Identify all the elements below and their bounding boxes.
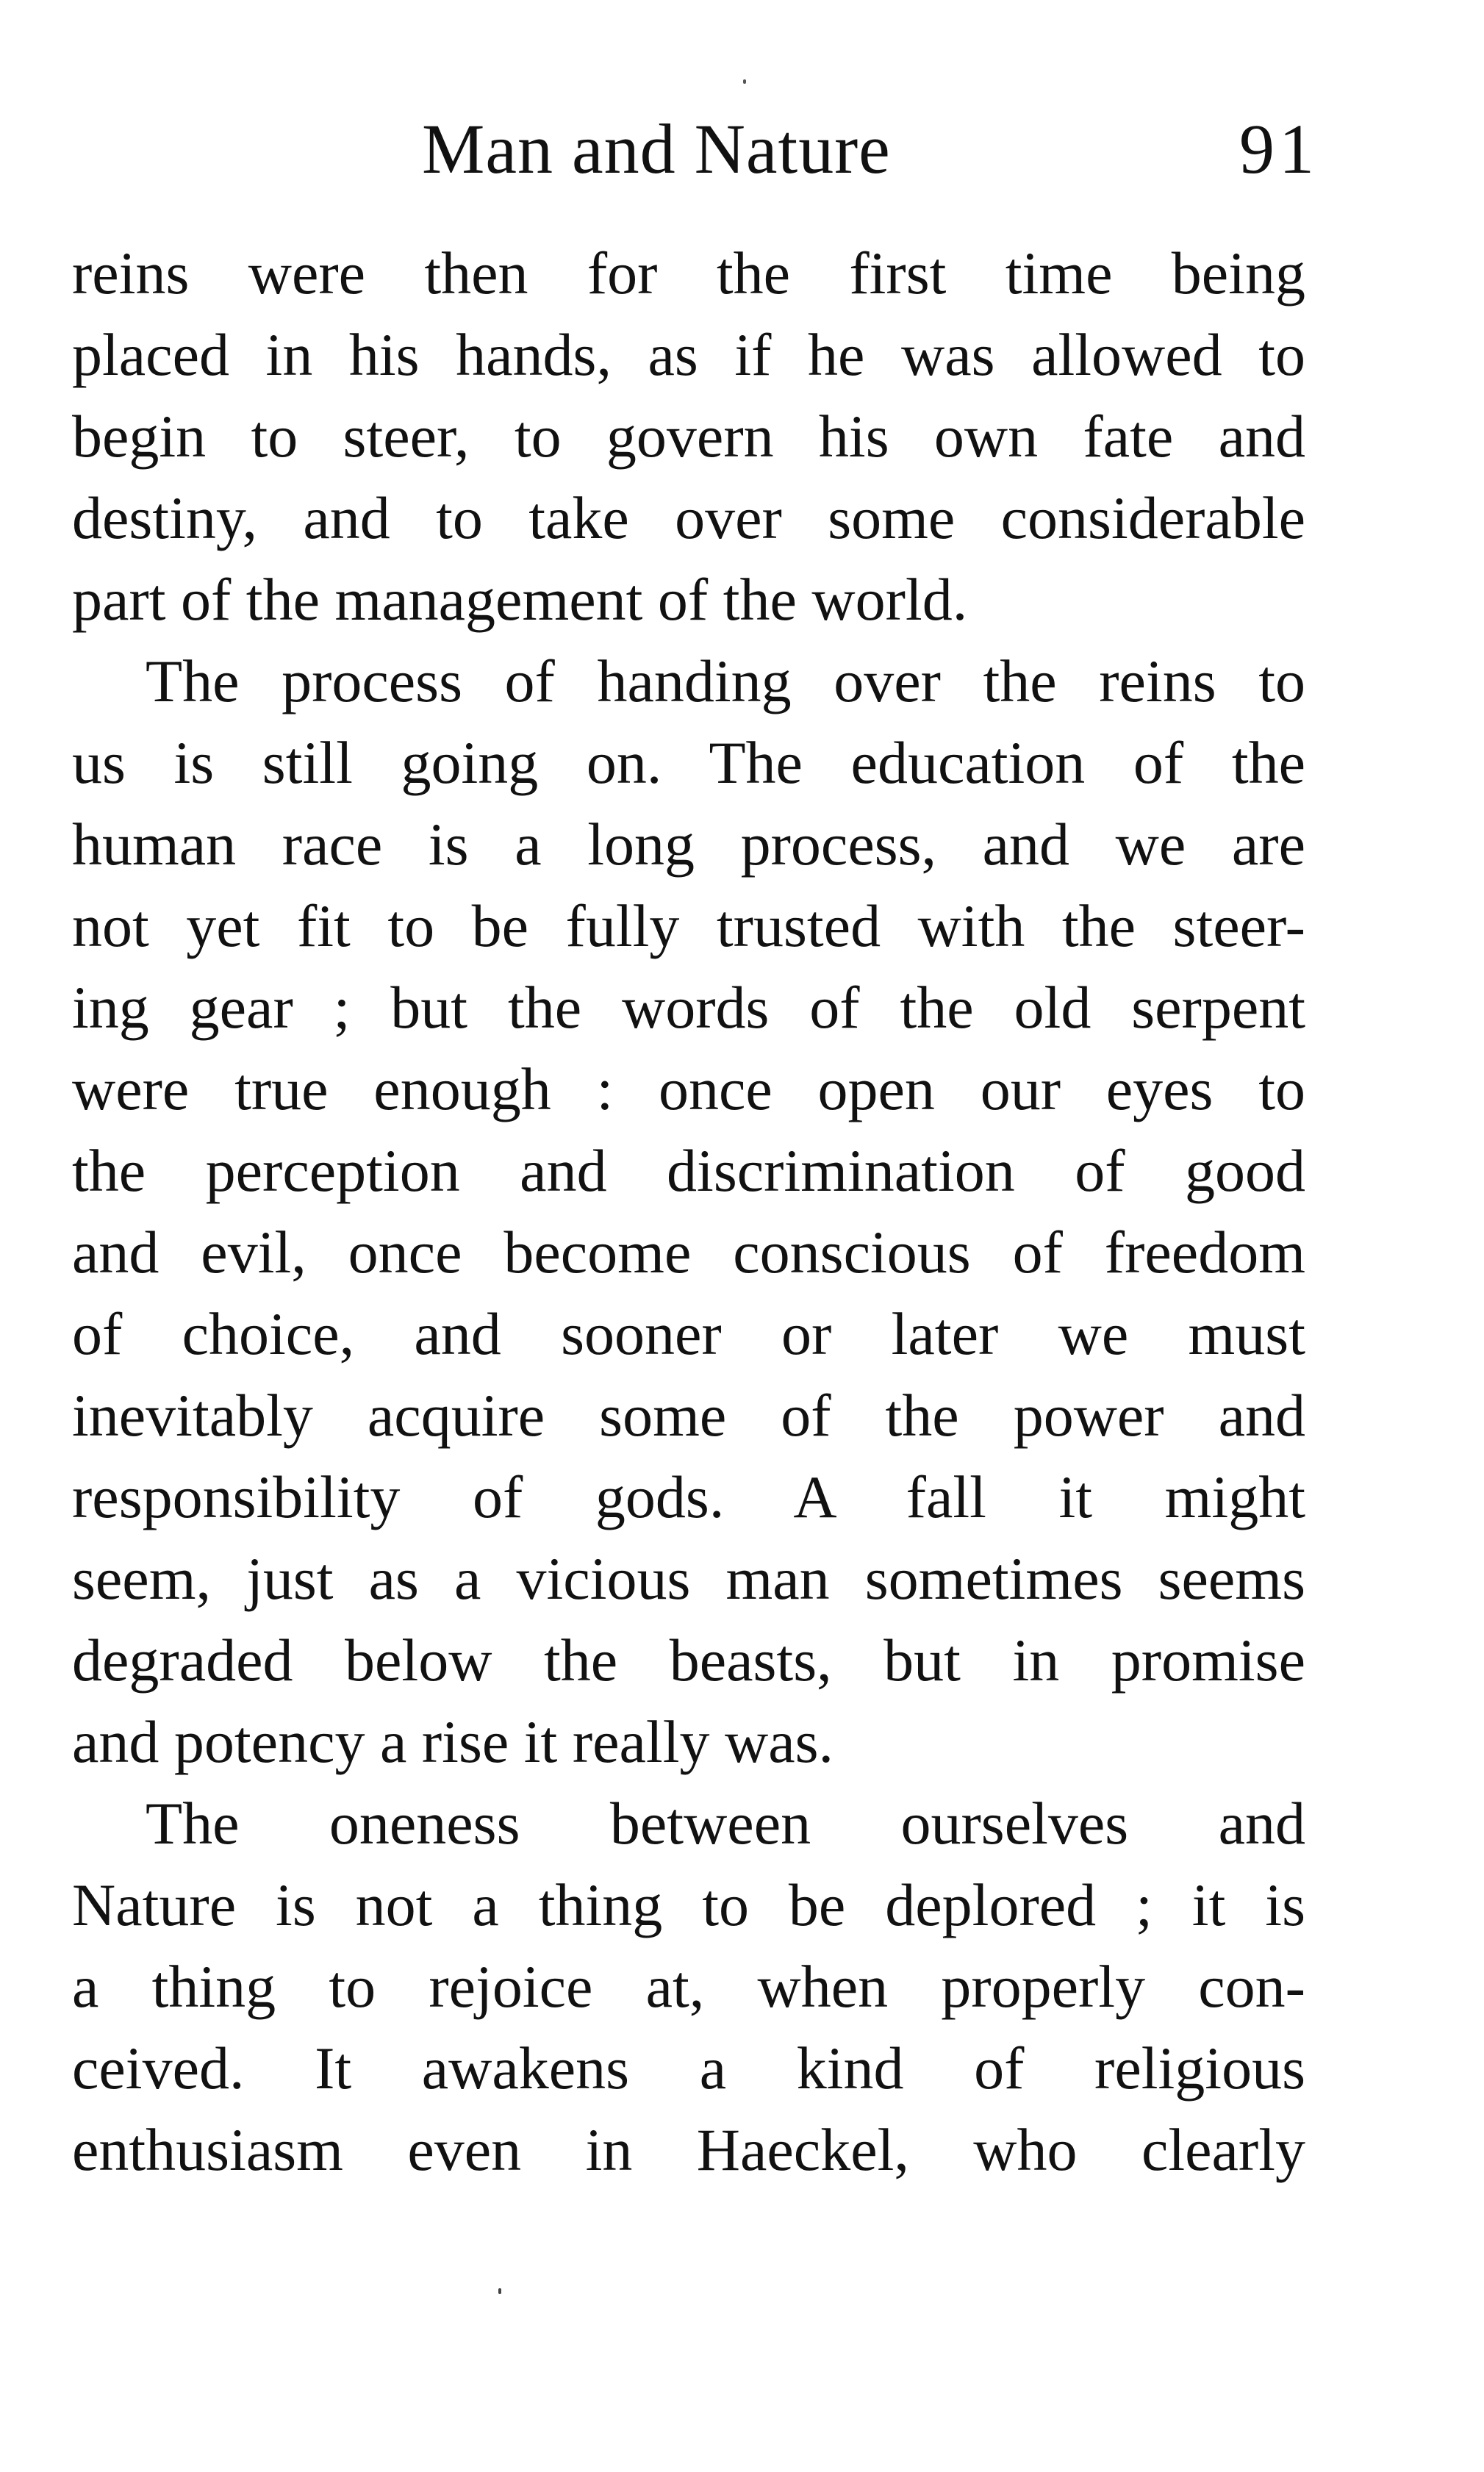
page-number: 91 [1239,110,1319,188]
running-title: Man and Nature [422,110,891,188]
paragraph-1 [72,232,1305,640]
text-line: of choice, and sooner or later we must [72,1300,1305,1367]
text-line: were true enough : once open our eyes to [72,1056,1305,1122]
text-line: ceived. It awakens a kind of religious [72,2035,1305,2102]
text-line: enthusiasm even in Haeckel, who clearly [72,2116,1305,2183]
text-line: and potency a rise it really was. [72,1708,834,1775]
print-speck [498,2288,501,2294]
page-header [0,101,1484,197]
text-line: not yet fit to be fully trusted with the steer- [72,892,1305,959]
print-speck [743,79,746,84]
text-line: human race is a long process, and we are [72,811,1305,878]
text-line: inevitably acquire some of the power and [72,1382,1305,1449]
text-line: seem, just as a vicious man sometimes seems [72,1545,1305,1612]
text-line: reins were then for the first time being [72,240,1305,307]
text-line: us is still going on. The education of the [72,729,1305,796]
text-line: placed in his hands, as if he was allowed to [72,321,1305,388]
paragraph-3 [72,1783,1305,2190]
text-line: responsibility of gods. A fall it might [72,1464,1305,1530]
text-line: The oneness between ourselves and [146,1790,1305,1857]
text-line: The process of handing over the reins to [146,648,1305,714]
paragraph-2 [72,640,1305,1783]
text-line: and evil, once become conscious of freedom [72,1219,1305,1286]
text-line: Nature is not a thing to be deplored ; it is [72,1871,1305,1938]
text-line: the perception and discrimination of good [72,1137,1305,1204]
text-line: degraded below the beasts, but in promise [72,1627,1305,1694]
text-line: ing gear ; but the words of the old serpent [72,974,1305,1041]
text-line: begin to steer, to govern his own fate and [72,403,1305,470]
text-line: destiny, and to take over some considerable [72,484,1305,551]
body-text [72,232,1305,2190]
text-line: part of the management of the world. [72,566,968,633]
text-line: a thing to rejoice at, when properly con- [72,1953,1305,2020]
